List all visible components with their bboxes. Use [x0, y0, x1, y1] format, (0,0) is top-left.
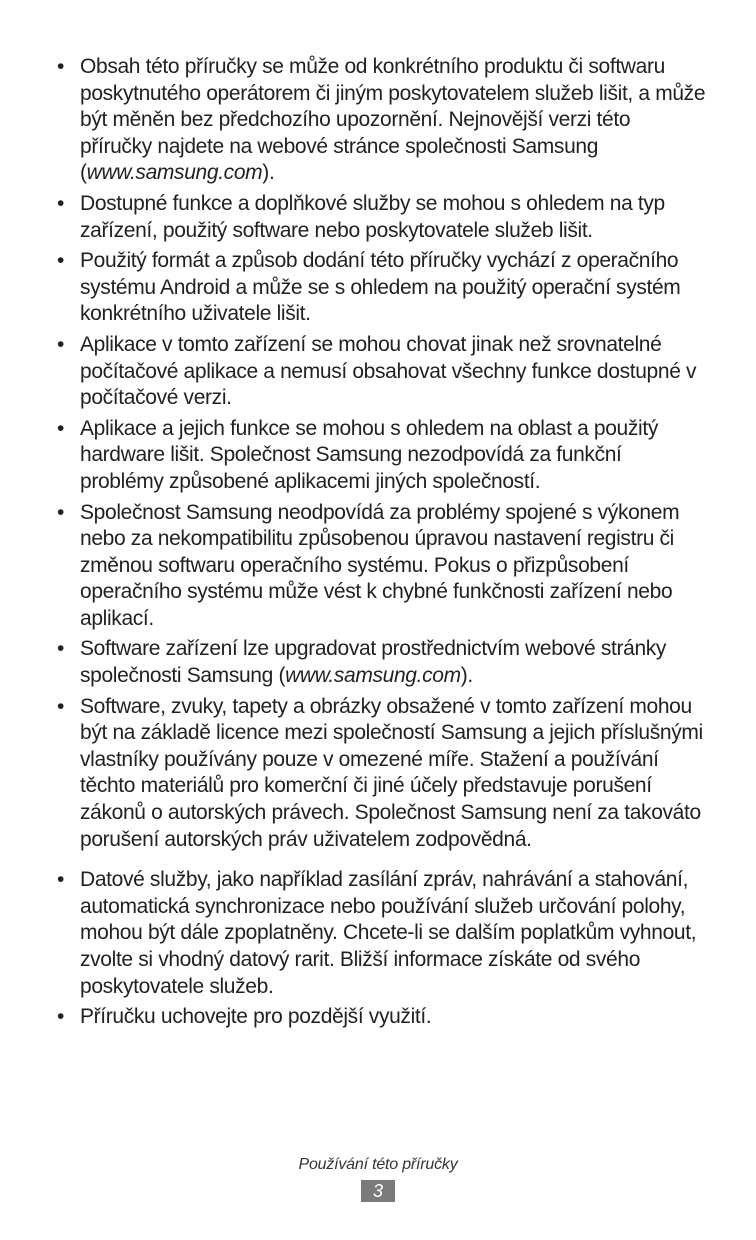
list-item: [56, 191, 706, 244]
bullet-icon: •: [57, 332, 65, 356]
list-item: [56, 694, 706, 854]
bullet-icon: •: [57, 637, 65, 661]
website-link[interactable]: www.samsung.com: [285, 664, 461, 688]
item-text: Použitý formát a způsob dodání této příručky vychází z operačního systému Android a může se s ohledem na použitý operační systém konkrétního uživatele lišit.: [80, 249, 681, 326]
item-text: Společnost Samsung neodpovídá za problémy spojené s výkonem nebo za nekompatibilitu způsobenou úpravou nastavení registru či změnou softwaru operačního systému. Pokus o přizpůsobení operačního systému může vést k chybné funkčnosti zařízení nebo aplikací.: [80, 500, 680, 630]
list-item: [56, 1004, 706, 1031]
list-item: [56, 54, 706, 187]
bullet-icon: •: [57, 500, 65, 524]
bullet-icon: •: [57, 55, 65, 78]
bullet-icon: •: [57, 868, 65, 892]
list-item: [56, 416, 706, 496]
list-item: [56, 332, 706, 412]
item-text-after: ).: [460, 664, 473, 688]
item-text-after: ).: [262, 161, 275, 185]
list-item: [56, 500, 706, 633]
list-item: [56, 248, 706, 328]
item-text: Aplikace v tomto zařízení se mohou chovat jinak než srovnatelné počítačové aplikace a nemusí obsahovat všechny funkce dostupné v počítačové verzi.: [80, 332, 697, 410]
item-text: Dostupné funkce a doplňkové služby se mohou s ohledem na typ zařízení, použitý software nebo poskytovatele služeb lišit.: [80, 191, 665, 242]
bullet-icon: •: [57, 249, 65, 273]
page-footer: [0, 1156, 756, 1202]
bullet-icon: •: [57, 694, 65, 718]
section-title: Používání této příručky: [298, 1156, 458, 1173]
item-text: Příručku uchovejte pro pozdější využití.: [80, 1005, 432, 1029]
list-item: [56, 867, 706, 1000]
bullet-icon: •: [57, 191, 65, 215]
bullet-icon: •: [57, 416, 65, 440]
document-body: [56, 54, 706, 1035]
bullet-icon: •: [57, 1005, 65, 1029]
item-text: Datové služby, jako například zasílání zpráv, nahrávání a stahování, automatická synchronizace nebo používání služeb určování polohy, mohou být dále zpoplatněny. Chcete-li se dalším poplatkům vyhnout, zvolte si vhodný datový rarit. Bližší informace získáte od svého poskytovatele služeb.: [80, 868, 697, 998]
item-text-before: Software zařízení lze upgradovat prostřednictvím webové stránky společnosti Samsung (: [80, 637, 667, 688]
item-text: Aplikace a jejich funkce se mohou s ohledem na oblast a použitý hardware lišit. Společnost Samsung nezodpovídá za funkční problémy způsobené aplikacemi jiných společností.: [80, 416, 658, 493]
list-item: [56, 636, 706, 689]
item-text: Software, zvuky, tapety a obrázky obsažené v tomto zařízení mohou být na základě licence mezi společností Samsung a jejich příslušnými vlastníky používány pouze v omezené míře. Stažení a používání těchto materiálů pro komerční či jiné účely představuje porušení zákonů o autorských právech. Společnost Samsung není za takováto porušení autorských práv uživatelem zodpovědná.: [80, 694, 703, 851]
page-number: 3: [361, 1180, 395, 1202]
item-text-before: Obsah této příručky se může od konkrétního produktu či softwaru poskytnutého operátorem či jiným poskytovatelem služeb lišit, a může být měněn bez předchozího upozornění. Nejnovější verzi této příručky najdete na webové stránce společnosti Samsung (: [80, 55, 706, 185]
website-link[interactable]: www.samsung.com: [86, 161, 263, 185]
bullet-list: [56, 54, 706, 1031]
